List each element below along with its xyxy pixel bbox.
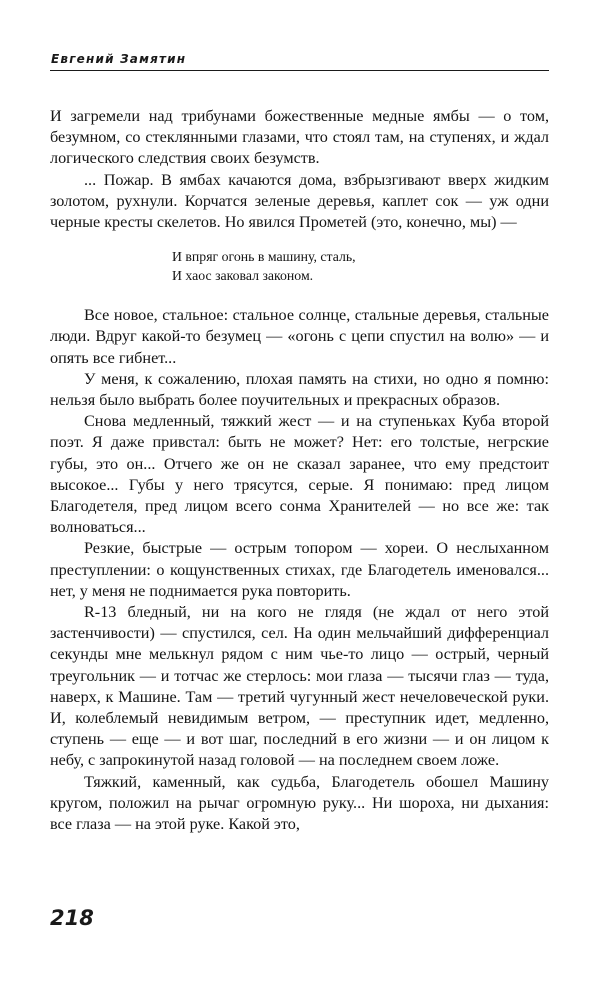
paragraph: Тяжкий, каменный, как судьба, Благодетель обошел Машину кругом, положил на рычаг огромную руку... Ни шороха, ни дыхания: все глаза — на этой руке. Какой это, (50, 772, 549, 834)
verse-line: И впряг огонь в машину, сталь, (172, 249, 356, 265)
running-head-author: Евгений Замятин (51, 52, 187, 66)
body-text (50, 106, 549, 835)
paragraph: Снова медленный, тяжкий жест — и на ступеньках Куба второй поэт. Я даже привстал: быть не может? Нет: его толстые, негрские губы, это он... Отчего же он не сказал заранее, что ему предстоит высокое... Губы у него трясутся, серые. Я понимаю: пред лицом Благодетеля, пред лицом всего сонма Хранителей — но все же: так волноваться... (50, 412, 549, 537)
header-rule (50, 70, 549, 71)
page-number: 218 (50, 906, 94, 930)
paragraph: И загремели над трибунами божественные медные ямбы — о том, безумном, со стеклянными глазами, что стоял там, на ступенях, и ждал логического следствия своих безумств. (50, 107, 549, 168)
paragraph: Резкие, быстрые — острым топором — хореи. О неслыханном преступлении: о кощунственных стихах, где Благодетель именовался... нет, у меня не поднимается рука повторить. (50, 539, 549, 600)
verse-quote (172, 247, 549, 285)
verse-line: И хаос заковал законом. (172, 268, 314, 284)
paragraph: ... Пожар. В ямбах качаются дома, взбрызгивают вверх жидким золотом, рухнули. Корчатся зеленые деревья, каплет сок — уж одни черные кресты скелетов. Но явился Прометей (это, конечно, мы) — (50, 170, 549, 232)
paragraph: Все новое, стальное: стальное солнце, стальные деревья, стальные люди. Вдруг какой-то безумец — «огонь с цепи спустил на волю» — и опять все гибнет... (50, 306, 549, 367)
paragraph: У меня, к сожалению, плохая память на стихи, но одно я помню: нельзя было выбрать более поучительных и прекрасных образов. (50, 369, 549, 410)
paragraph: R-13 бледный, ни на кого не глядя (не ждал от него этой застенчивости) — спустился, сел. На один мельчайший дифференциал секунды мне мелькнул рядом с ним чье-то лицо — острый, черный треугольник — и тотчас же стерлось: мои глаза — тысячи глаз — туда, наверх, к Машине. Там — третий чугунный жест нечеловеческой руки. И, колеблемый невидимым ветром, — преступник идет, медленно, ступень — еще — и вот шаг, последний в его жизни — и он лицом к небу, с запрокинутой назад головой — на последнем своем ложе. (50, 603, 549, 770)
